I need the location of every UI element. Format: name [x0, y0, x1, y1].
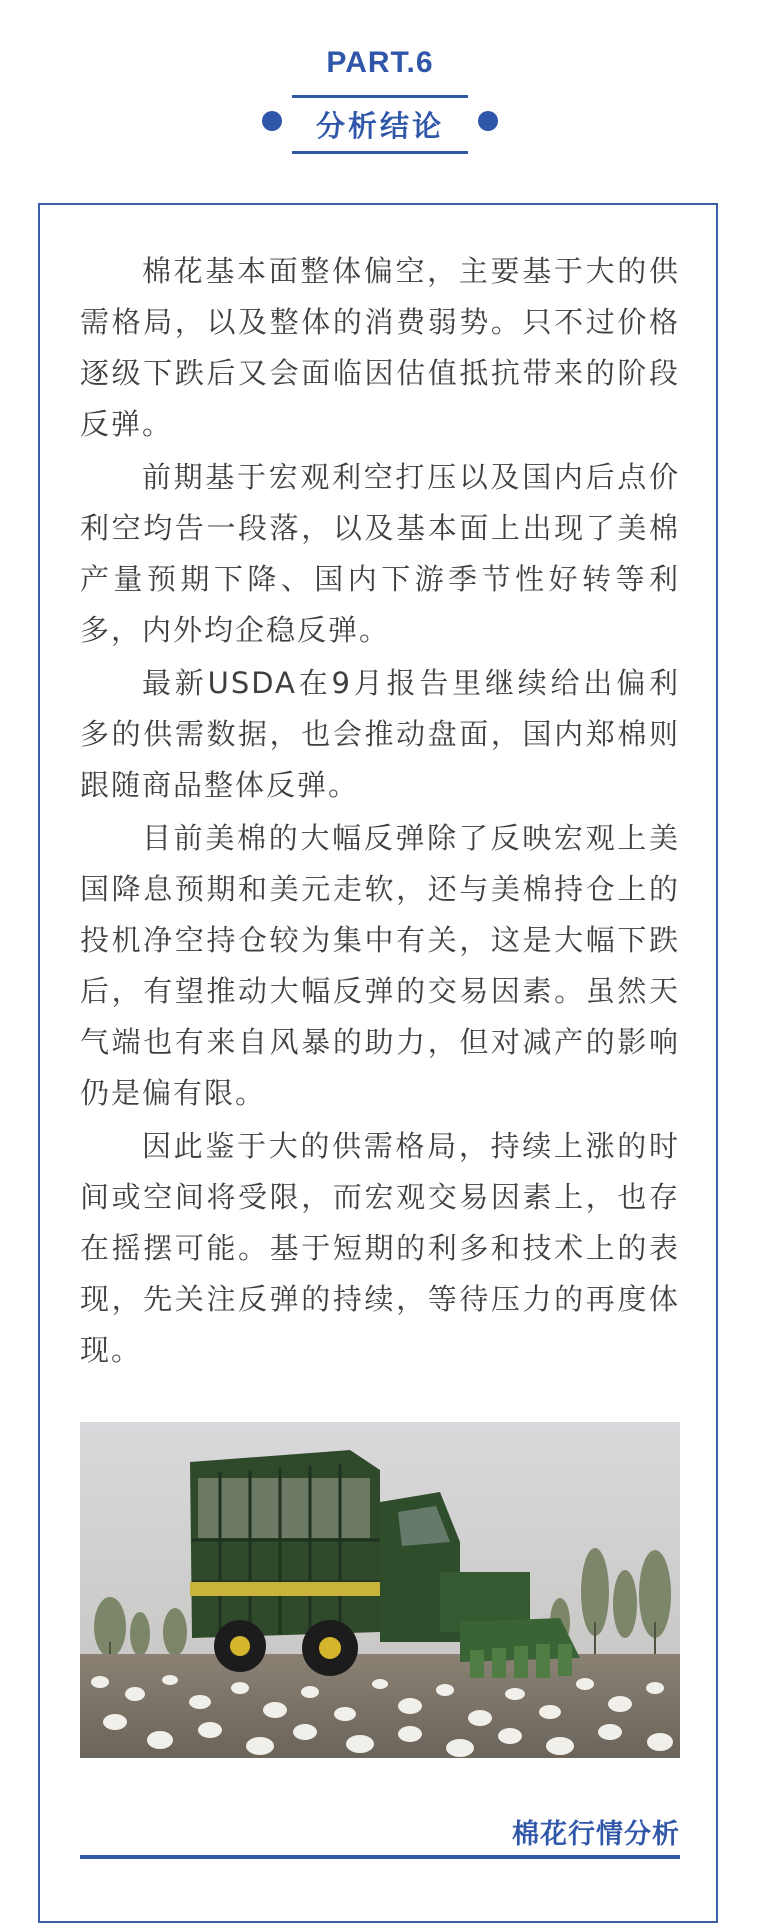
paragraph-4: 目前美棉的大幅反弹除了反映宏观上美国降息预期和美元走软，还与美棉持仓上的投机净空持仓较为集中有关，这是大幅下跌后，有望推动大幅反弹的交易因素。虽然天气端也有来自风暴的助力，但对减产的影响仍是偏有限。 — [80, 821, 680, 1110]
header-dot-right — [478, 111, 498, 131]
paragraph-2: 前期基于宏观利空打压以及国内后点价利空均告一段落，以及基本面上出现了美棉产量预期下降、国内下游季节性好转等利多，内外均企稳反弹。 — [80, 460, 680, 647]
section-title: 分析结论 — [315, 109, 444, 143]
cotton-harvester-photo — [80, 1422, 680, 1758]
paragraph-3: 最新USDA在9月报告里继续给出偏利多的供需数据，也会推动盘面，国内郑棉则跟随商品整体反弹。 — [80, 666, 680, 802]
paragraph-5: 因此鉴于大的供需格局，持续上涨的时间或空间将受限，而宏观交易因素上，也存在摇摆可能。基于短期的利多和技术上的表现，先关注反弹的持续，等待压力的再度体现。 — [80, 1129, 680, 1367]
header-rule-top — [292, 95, 468, 98]
paragraph-1: 棉花基本面整体偏空，主要基于大的供需格局，以及整体的消费弱势。只不过价格逐级下跌后又会面临因估值抵抗带来的阶段反弹。 — [80, 254, 680, 441]
section-header — [0, 40, 760, 160]
footer-label: 棉花行情分析 — [512, 1819, 680, 1850]
footer-rule — [80, 1855, 680, 1859]
part-label: PART.6 — [326, 46, 434, 79]
header-rule-bottom — [292, 151, 468, 154]
article-body — [80, 246, 680, 1378]
